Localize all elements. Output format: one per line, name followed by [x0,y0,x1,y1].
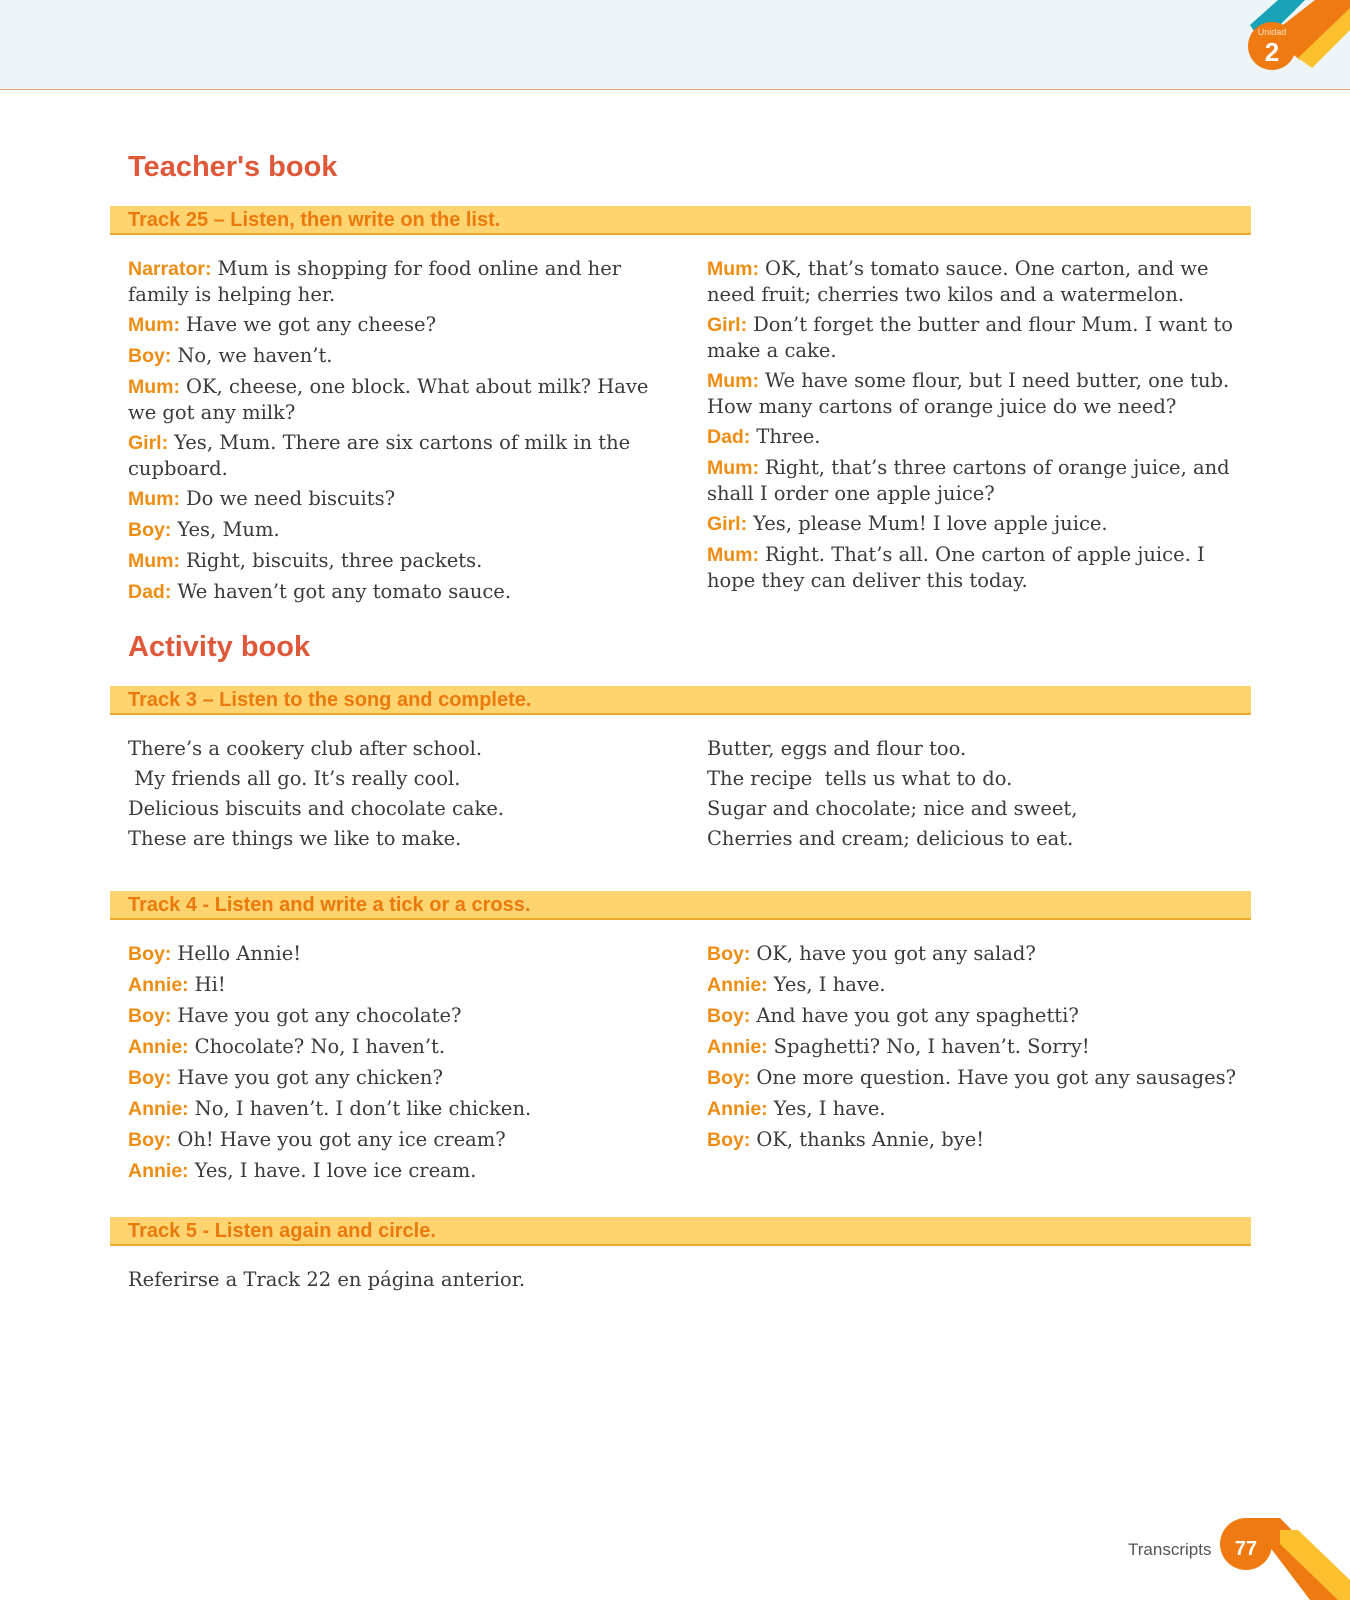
dialogue-line [128,312,673,338]
dialogue-text: Chocolate? No, I haven’t. [194,1035,446,1058]
dialogue-text: Right, that’s three cartons of orange juice, and shall I order one apple juice? [707,456,1230,505]
speaker-label: Annie: [128,1098,189,1120]
dialogue-line [128,517,673,543]
speaker-label: Boy: [128,1129,172,1151]
dialogue-line [707,256,1252,307]
track3-right-column [707,736,1252,856]
dialogue-line [128,430,673,481]
dialogue-text: OK, cheese, one block. What about milk? Have we got any milk? [128,375,649,424]
dialogue-line [128,579,673,605]
track25-left-column [128,256,673,610]
speaker-label: Annie: [128,1160,189,1182]
dialogue-text: OK, that’s tomato sauce. One carton, and we need fruit; cherries two kilos and a watermelon. [707,257,1209,306]
dialogue-text: Three. [756,425,821,448]
dialogue-text: No, we haven’t. [177,344,333,367]
dialogue-text: Mum is shopping for food online and her family is helping her. [128,257,622,306]
dialogue-line [128,1065,673,1091]
speaker-label: Mum: [128,376,180,398]
speaker-label: Mum: [707,544,759,566]
dialogue-line [707,424,1252,450]
speaker-label: Boy: [128,345,172,367]
song-line: Cherries and cream; delicious to eat. [707,827,1074,850]
speaker-label: Narrator: [128,258,212,280]
dialogue-line [128,256,673,307]
dialogue-line [707,941,1252,967]
dialogue-line [128,374,673,425]
track25-right-column [707,256,1252,598]
dialogue-text: Yes, please Mum! I love apple juice. [753,512,1108,535]
unit-number: 2 [1264,37,1280,67]
track3-bar: Track 3 – Listen to the song and complete. [110,686,1251,715]
dialogue-text: Hello Annie! [177,942,302,965]
speaker-label: Girl: [707,513,748,535]
dialogue-line [707,368,1252,419]
song-line: These are things we like to make. [128,827,462,850]
dialogue-text: No, I haven’t. I don’t like chicken. [194,1097,532,1120]
speaker-label: Dad: [128,581,172,603]
speaker-label: Boy: [128,1067,172,1089]
speaker-label: Mum: [128,550,180,572]
teachers-book-title: Teacher's book [128,151,338,183]
dialogue-text: Have you got any chocolate? [177,1004,462,1027]
speaker-label: Mum: [128,314,180,336]
speaker-label: Annie: [128,1036,189,1058]
dialogue-text: One more question. Have you got any sausages? [756,1066,1237,1089]
dialogue-text: Don’t forget the butter and flour Mum. I want to make a cake. [707,313,1233,362]
dialogue-line [128,972,673,998]
dialogue-line [128,548,673,574]
track4-bar: Track 4 - Listen and write a tick or a cross. [110,891,1251,920]
dialogue-text: Yes, I have. [773,973,886,996]
song-line: The recipe tells us what to do. [707,767,1013,790]
dialogue-line [128,1127,673,1153]
speaker-label: Boy: [128,943,172,965]
song-line: Sugar and chocolate; nice and sweet, [707,797,1078,820]
dialogue-text: Yes, Mum. There are six cartons of milk in the cupboard. [128,431,631,480]
song-line: Delicious biscuits and chocolate cake. [128,797,505,820]
dialogue-line [707,542,1252,593]
dialogue-text: Do we need biscuits? [186,487,396,510]
speaker-label: Boy: [707,1005,751,1027]
dialogue-text: Right, biscuits, three packets. [186,549,483,572]
song-line: My friends all go. It’s really cool. [128,767,461,790]
unit-label: Unidad [1257,27,1287,37]
track5-content [128,1267,1128,1297]
dialogue-text: Yes, I have. I love ice cream. [194,1159,477,1182]
page-number: 77 [1234,1538,1258,1560]
song-line: Butter, eggs and flour too. [707,737,967,760]
dialogue-line [128,486,673,512]
dialogue-text: Yes, Mum. [177,518,280,541]
dialogue-line [707,455,1252,506]
speaker-label: Boy: [707,1067,751,1089]
dialogue-line [707,312,1252,363]
track5-bar: Track 5 - Listen again and circle. [110,1217,1251,1246]
track5-text: Referirse a Track 22 en página anterior. [128,1268,526,1291]
speaker-label: Mum: [707,258,759,280]
dialogue-line [128,941,673,967]
dialogue-text: We haven’t got any tomato sauce. [177,580,512,603]
dialogue-line [707,1034,1252,1060]
dialogue-line [128,343,673,369]
speaker-label: Annie: [707,1098,768,1120]
speaker-label: Mum: [128,488,180,510]
dialogue-line [128,1034,673,1060]
dialogue-line [707,511,1252,537]
dialogue-line [707,1127,1252,1153]
speaker-label: Boy: [128,1005,172,1027]
dialogue-line [707,972,1252,998]
speaker-label: Annie: [707,1036,768,1058]
track25-bar: Track 25 – Listen, then write on the list. [110,206,1251,235]
speaker-label: Mum: [707,370,759,392]
dialogue-line [128,1096,673,1122]
dialogue-text: Right. That’s all. One carton of apple juice. I hope they can deliver this today. [707,543,1205,592]
speaker-label: Annie: [128,974,189,996]
song-line: There’s a cookery club after school. [128,737,483,760]
speaker-label: Boy: [128,519,172,541]
track4-left-column [128,941,673,1189]
dialogue-text: Spaghetti? No, I haven’t. Sorry! [773,1035,1090,1058]
dialogue-line [707,1096,1252,1122]
dialogue-text: OK, thanks Annie, bye! [756,1128,985,1151]
dialogue-line [128,1003,673,1029]
unit-badge [1200,0,1350,90]
dialogue-text: Hi! [194,973,226,996]
dialogue-text: Oh! Have you got any ice cream? [177,1128,506,1151]
dialogue-line [707,1065,1252,1091]
dialogue-text: Have you got any chicken? [177,1066,443,1089]
footer-label: Transcripts [1128,1540,1212,1559]
track3-left-column [128,736,673,856]
dialogue-line [707,1003,1252,1029]
dialogue-text: Have we got any cheese? [186,313,437,336]
speaker-label: Boy: [707,1129,751,1151]
activity-book-title: Activity book [128,631,311,663]
track4-right-column [707,941,1252,1158]
speaker-label: Mum: [707,457,759,479]
header-band [0,0,1350,90]
dialogue-text: We have some flour, but I need butter, one tub. How many cartons of orange juice do we need? [707,369,1230,418]
dialogue-text: And have you got any spaghetti? [756,1004,1079,1027]
dialogue-text: Yes, I have. [773,1097,886,1120]
speaker-label: Annie: [707,974,768,996]
dialogue-text: OK, have you got any salad? [756,942,1036,965]
dialogue-line [128,1158,673,1184]
speaker-label: Dad: [707,426,751,448]
speaker-label: Boy: [707,943,751,965]
speaker-label: Girl: [128,432,169,454]
speaker-label: Girl: [707,314,748,336]
